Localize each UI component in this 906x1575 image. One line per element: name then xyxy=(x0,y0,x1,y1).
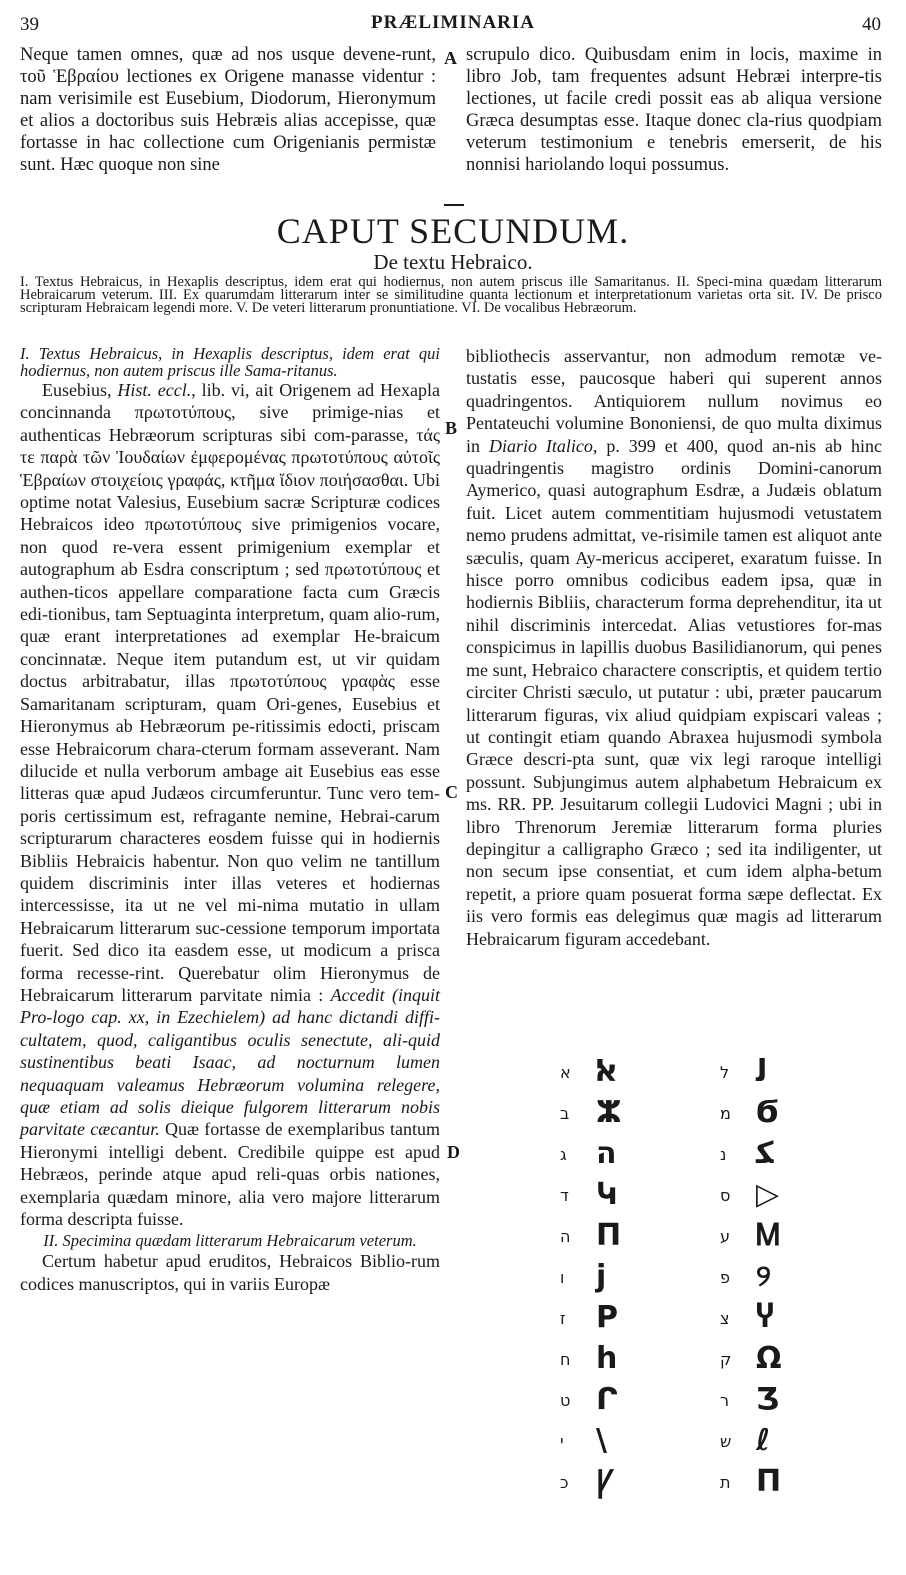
hebrew-letter: ו xyxy=(560,1268,565,1287)
hebrew-letter: ג xyxy=(560,1145,567,1164)
old-letter-form: ▷ xyxy=(756,1177,780,1212)
hebrew-letter: ק xyxy=(720,1350,732,1369)
hebrew-letter: ח xyxy=(560,1350,571,1369)
alphabet-row-right-9 xyxy=(720,1383,880,1419)
alphabet-row-right-11 xyxy=(720,1465,880,1501)
old-letter-form: Ꮇ xyxy=(756,1218,780,1253)
para1-part-c: Quæ fortasse de exemplaribus tantum Hieronymi intelligi debent. Credibile quippe est apud Hebræos, perinde atque apud reli-quas orbis nationes, exemplaria quædam minore, alia vero majore litterarum forma descripta fuisse. xyxy=(20,1119,440,1230)
alphabet-row-left-3 xyxy=(560,1137,720,1173)
alphabet-row-left-7 xyxy=(560,1301,720,1337)
right-part-b: , p. 399 et 400, quod an-nis ab hinc quadringentis magistro ordinis Domini-canorum Aymerico, quasi autographum Esdræ, a Judæis oblatum fuit. Licet autem commentitiam hujusmodi vetustatem nemo prudens admittat, ve-risimile tamen est aliquot ante sæculis, quam Ay-mericus acciperet, exaratum fuisse. In hisce porro omnibus codicibus eadem ipsa, quæ in hodiernis Bibliis, characterum forma deprehenditur, ita ut nihil discriminis intercedat. Alias vetustiores for-mas conspicimus in lapillis duobus Basilidianorum, qui penes me sunt, Hebraico charactere conscriptis, et quidem tertio circiter Christi sæculo, ut putatur : ubi, præter paucarum litterarum figuras, vix aliud quidpiam expiscari valeas ; ut contingit etiam quando Abraxea hujusmodi symbola Græce descri-pta sunt, quæ vix legi raroque intelligi possunt. Subjungimus autem alphabetum Hebraicum ex ms. RR. PP. Jesuitarum collegii Ludovici Magni ; ubi in libro Threnorum Jeremiæ litterarum forma pluries depingitur a calligrapho Græco ; sed ita indiligenter, ut non secum ipse consentiat, et cum idem alpha-betum repetit, a priore quam posuerat forma sæpe deflectat. Ex iis vero formis eas delegimus quæ magis ad litterarum Hebraicarum figuram accedebant. xyxy=(466,435,882,949)
section-1-heading: I. Textus Hebraicus, in Hexaplis descriptus, idem erat qui hodiernus, non autem priscus ille Sama-ritanus. xyxy=(20,344,440,380)
alphabet-row-left-5 xyxy=(560,1219,720,1255)
old-letter-form: П xyxy=(596,1218,622,1253)
old-letter-form: ᒋ xyxy=(596,1382,619,1417)
section-2-paragraph: Certum habetur apud eruditos, Hebraicos Biblio-rum codices manuscriptos, qui in variis Europæ xyxy=(20,1251,440,1294)
old-letter-form: Ω xyxy=(756,1341,782,1376)
hebrew-letter: ש xyxy=(720,1432,732,1451)
alphabet-row-left-4 xyxy=(560,1178,720,1214)
chapter-rule xyxy=(444,204,464,206)
alphabet-row-right-10 xyxy=(720,1424,880,1460)
para1-part-a: Eusebius, xyxy=(42,380,118,400)
alphabet-row-left-6 xyxy=(560,1260,720,1296)
hebrew-letter: ס xyxy=(720,1186,731,1205)
old-letter-form: h xyxy=(596,1341,618,1376)
chapter-summary: I. Textus Hebraicus, in Hexaplis descriptus, idem erat qui hodiernus, non autem priscus ille Samaritanus. II. Speci-mina quædam litterarum Hebraicarum veterum. III. Ex quarumdam litterarum inter se similitudine quanta lectionum et interpretationum varietas orta sit. IV. De prisco scripturam Hebraicam legendi more. V. De veteri litterarum pronuntiatione. VI. De vocalibus Hebræorum. xyxy=(20,274,882,316)
chapter-title: CAPUT SECUNDUM. xyxy=(276,211,630,251)
right-part-a: bibliothecis asservantur, non admodum remotæ ve-tustatis esse, paucosque haberi qui superent annos quadringentos. Antiquiorem nullum novimus eo Pentateuchi volumine Bononiensi, de quo multa diximus in xyxy=(466,346,882,456)
citation-hist-eccl: Hist. eccl. xyxy=(117,380,192,400)
old-letter-form: ﻟ xyxy=(756,1054,768,1089)
hebrew-letter: ד xyxy=(560,1186,569,1205)
section-1-paragraph xyxy=(20,379,440,1230)
hebrew-letter: א xyxy=(560,1063,571,1082)
alphabet-row-left-8 xyxy=(560,1342,720,1378)
page-number-left: 39 xyxy=(20,14,39,35)
old-letter-form: ϳ xyxy=(596,1259,607,1294)
right-paragraph xyxy=(466,345,882,950)
hebrew-letter: ט xyxy=(560,1391,571,1410)
hebrew-alphabet-specimen xyxy=(560,1055,890,1515)
main-right-column xyxy=(466,345,882,950)
old-letter-form: ﭏ xyxy=(596,1054,618,1089)
old-letter-form: ה xyxy=(596,1136,617,1171)
old-letter-form: Կ xyxy=(596,1177,618,1212)
alphabet-row-right-6 xyxy=(720,1260,880,1296)
alphabet-row-right-1 xyxy=(720,1055,880,1091)
old-letter-form: Π xyxy=(756,1464,782,1499)
margin-letter-d: D xyxy=(447,1142,460,1162)
hebrew-letter: כ xyxy=(560,1473,569,1492)
alphabet-row-left-11 xyxy=(560,1465,720,1501)
hebrew-letter: ל xyxy=(720,1063,730,1082)
old-letter-form: Ꝩ xyxy=(596,1464,614,1499)
hebrew-letter: ר xyxy=(720,1391,730,1410)
old-letter-form: ⵣ xyxy=(596,1095,622,1130)
hebrew-letter: פ xyxy=(720,1268,730,1287)
hebrew-letter: ע xyxy=(720,1227,731,1246)
alphabet-row-right-8 xyxy=(720,1342,880,1378)
old-letter-form: ﮑ xyxy=(756,1136,774,1171)
hebrew-letter: מ xyxy=(720,1104,731,1123)
top-left-paragraph: Neque tamen omnes, quæ ad nos usque devene-runt, τοῦ Ἑβραίου lectiones ex Origene manasse videntur : nam verisimile est Eusebium, Diodorum, Hieronymum et alios a doctoribus suis Hebræis alias accepisse, quæ fortasse in hac collectione cum Origenianis permistæ sunt. Hæc quoque non sine xyxy=(20,45,436,175)
margin-letter-b: B xyxy=(445,418,458,438)
old-letter-form: \ xyxy=(596,1423,607,1458)
journal-title: Diario Italico xyxy=(488,435,593,456)
hebrew-letter: ת xyxy=(720,1473,731,1492)
page-number-right: 40 xyxy=(862,14,881,35)
margin-letter-a: A xyxy=(444,48,457,68)
hebrew-letter: צ xyxy=(720,1309,730,1328)
alphabet-row-right-5 xyxy=(720,1219,880,1255)
para1-part-b: , lib. vi, ait Origenem ad Hexapla concinnanda πρωτοτύπους, sive primige-nias et authenticas Hebræorum scripturas sibi com-parasse, τάς τε παρὰ τῶν Ἰουδαίων ἐμφερομένας πρωτοτύπους αὐτοῖς Ἑβραίων στοιχείοις γραφάς, κτῆμα ἴδιον ποιήσασθαι. Ubi optime notat Valesius, Eusebium sacræ Scripturæ codices Hebraicos ideo πρωτοτύπους sive primigenios vocare, non quod re-vera essent primigenium exemplar et autographum ab Esdra conscriptum ; sed πρωτοτύπους et authen-ticos appellare comparatione facta cum Græcis edi-tionibus, tam Septuaginta interpretum, quam alio-rum, quæ erant interpretationes ad exemplar He-braicum concinnatæ. Neque item putandum est, ut vir quidam doctus arbitrabatur, illas πρωτοτύπους γραφὰς esse Samaritanam scripturam, quam Ori-genes, Eusebius et Hieronymus ab Hebræorum pe-ritissimis edocti, priscam esse Hebraicorum chara-cterum formam asseverant. Nam dilucide et nulla verborum ambage ait Eusebius eas esse litteras quæ apud Judæos circumferuntur. Tunc vero tem-poris certissimum est, refragante nemine, Hebrai-carum scripturarum characteres eosdem fuisse qui in hodiernis Bibliis Hebraicis habentur. Non quo velim ne tantillum quidem discriminis inter illas veteres et hodiernas intercessisse, ita ut ne vel mi-nima mutatio in ullam Hebraicarum litterarum suc-cessione temporum importata fuerit. Sed dico ita easdem esse, ut modicum a prisca forma recesse-rint. Querebatur olim Hieronymus de Hebraicarum litterarum parvitate nimia : xyxy=(20,380,440,1005)
old-letter-form: Ϭ xyxy=(756,1095,779,1130)
alphabet-row-right-3 xyxy=(720,1137,880,1173)
alphabet-row-right-4 xyxy=(720,1178,880,1214)
main-left-column xyxy=(20,345,440,1295)
alphabet-row-left-1 xyxy=(560,1055,720,1091)
chapter-subtitle: De textu Hebraico. xyxy=(373,250,533,274)
hieronymus-quote: Accedit (inquit Pro-logo cap. xx, in Ezechielem) ad hanc dictandi diffi-cultatem, quod, caligantibus oculis senectute, ali-quid sustinentibus beati Isaac, ad nocturnum lumen nequaquam valeamus Hebræorum volumina relegere, quæ etiam ad solis dieique fulgorem litterarum nobis parvitate cæcantur. xyxy=(20,984,440,1140)
hebrew-letter: ה xyxy=(560,1227,571,1246)
margin-letter-c: C xyxy=(445,782,458,802)
alphabet-row-right-7 xyxy=(720,1301,880,1337)
old-letter-form: Ⴤ xyxy=(756,1300,774,1335)
hebrew-letter: י xyxy=(560,1432,564,1451)
old-letter-form: P xyxy=(596,1300,618,1335)
running-head: PRÆLIMINARIA xyxy=(371,12,535,33)
hebrew-letter: ז xyxy=(560,1309,566,1328)
old-letter-form: ୨ xyxy=(756,1259,771,1294)
top-right-paragraph: scrupulo dico. Quibusdam enim in locis, maxime in libro Job, tam frequentes adsunt Hebræi interpre-tis lectiones, ut facile credi possit eas ab aliqua versione Græca desumptas esse. Itaque donec cla-rius quodpiam veterum testimonium e tenebris emerserit, de his nonnisi hariolando loqui possumus. xyxy=(466,45,882,175)
alphabet-row-right-2 xyxy=(720,1096,880,1132)
hebrew-letter: נ xyxy=(720,1145,727,1164)
old-letter-form: Ӡ xyxy=(756,1382,780,1417)
section-2-heading: II. Specimina quædam litterarum Hebraicarum veterum. xyxy=(43,1231,417,1251)
hebrew-letter: ב xyxy=(560,1104,570,1123)
old-letter-form: ℓ xyxy=(756,1423,771,1458)
alphabet-row-left-2 xyxy=(560,1096,720,1132)
alphabet-row-left-10 xyxy=(560,1424,720,1460)
alphabet-row-left-9 xyxy=(560,1383,720,1419)
